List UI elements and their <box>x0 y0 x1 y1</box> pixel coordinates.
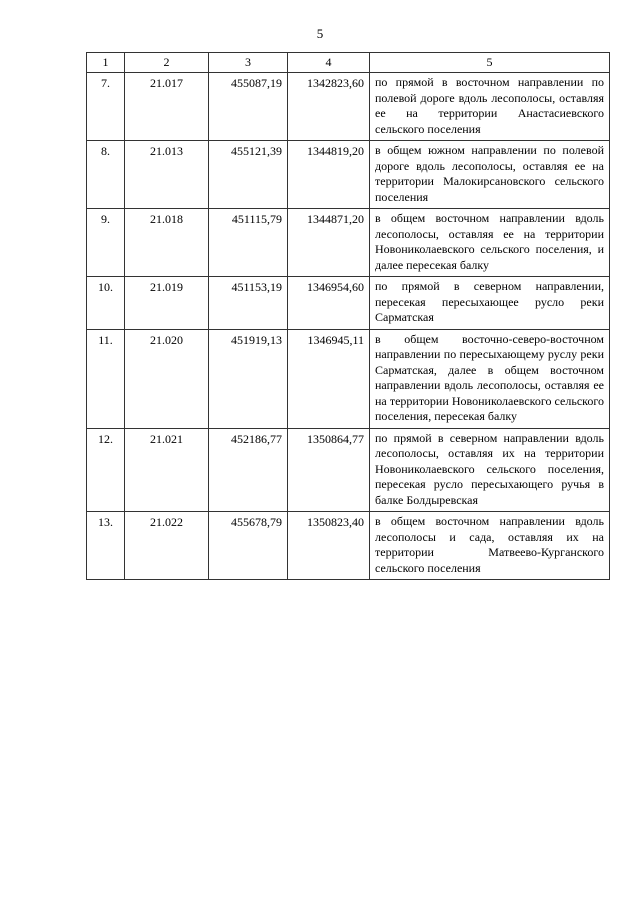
boundary-description: в общем восточном направлении вдоль лесополосы, оставляя ее на территории Новониколаевского сельского поселения, и далее пересекая балку <box>370 209 610 277</box>
coordinate-y: 1344819,20 <box>288 141 370 209</box>
boundary-description: по прямой в восточном направлении по полевой дороге вдоль лесополосы, оставляя ее на территории Анастасиевского сельского поселения <box>370 73 610 141</box>
boundary-description: по прямой в северном направлении вдоль лесополосы, оставляя их на территории Новониколаевского сельского поселения, пересекая русло пересыхающего ручья в балке Болдыревская <box>370 428 610 512</box>
coordinate-y: 1346945,11 <box>288 329 370 428</box>
boundary-description: в общем восточно-северо-восточном направлении по пересыхающему руслу реки Сарматская, далее в общем восточном направлении вдоль лесополосы, оставляя ее на территории Новониколаевского сельского поселения, пересекая балку <box>370 329 610 428</box>
table-row <box>87 141 610 209</box>
boundary-description: в общем южном направлении по полевой дороге вдоль лесополосы, оставляя ее на территории Малокирсановского сельского поселения <box>370 141 610 209</box>
row-number: 7. <box>87 73 125 141</box>
point-code: 21.022 <box>125 512 209 580</box>
point-code: 21.013 <box>125 141 209 209</box>
table-row <box>87 73 610 141</box>
table-row <box>87 428 610 512</box>
header-cell-4: 4 <box>288 53 370 73</box>
point-code: 21.017 <box>125 73 209 141</box>
table-row <box>87 277 610 330</box>
coordinate-x: 451919,13 <box>209 329 288 428</box>
page-number: 5 <box>316 26 324 41</box>
coordinate-y: 1342823,60 <box>288 73 370 141</box>
coordinate-y: 1346954,60 <box>288 277 370 330</box>
row-number: 13. <box>87 512 125 580</box>
row-number: 9. <box>87 209 125 277</box>
boundary-description: по прямой в северном направлении, пересекая пересыхающее русло реки Сарматская <box>370 277 610 330</box>
coordinate-x: 451115,79 <box>209 209 288 277</box>
point-code: 21.018 <box>125 209 209 277</box>
header-cell-1: 1 <box>87 53 125 73</box>
boundary-description: в общем восточном направлении вдоль лесополосы и сада, оставляя их на территории Матвеево-Курганского сельского поселения <box>370 512 610 580</box>
coordinate-x: 451153,19 <box>209 277 288 330</box>
table-row <box>87 209 610 277</box>
row-number: 12. <box>87 428 125 512</box>
coordinate-x: 452186,77 <box>209 428 288 512</box>
point-code: 21.020 <box>125 329 209 428</box>
header-cell-2: 2 <box>125 53 209 73</box>
table-header-row <box>87 53 610 73</box>
table-row <box>87 512 610 580</box>
row-number: 11. <box>87 329 125 428</box>
boundary-points-table <box>86 52 610 580</box>
coordinate-y: 1350864,77 <box>288 428 370 512</box>
table-body <box>87 53 610 580</box>
coordinate-y: 1350823,40 <box>288 512 370 580</box>
coordinate-x: 455087,19 <box>209 73 288 141</box>
header-cell-5: 5 <box>370 53 610 73</box>
coordinate-x: 455678,79 <box>209 512 288 580</box>
coordinate-y: 1344871,20 <box>288 209 370 277</box>
row-number: 10. <box>87 277 125 330</box>
coordinate-x: 455121,39 <box>209 141 288 209</box>
table-row <box>87 329 610 428</box>
row-number: 8. <box>87 141 125 209</box>
header-cell-3: 3 <box>209 53 288 73</box>
point-code: 21.021 <box>125 428 209 512</box>
point-code: 21.019 <box>125 277 209 330</box>
